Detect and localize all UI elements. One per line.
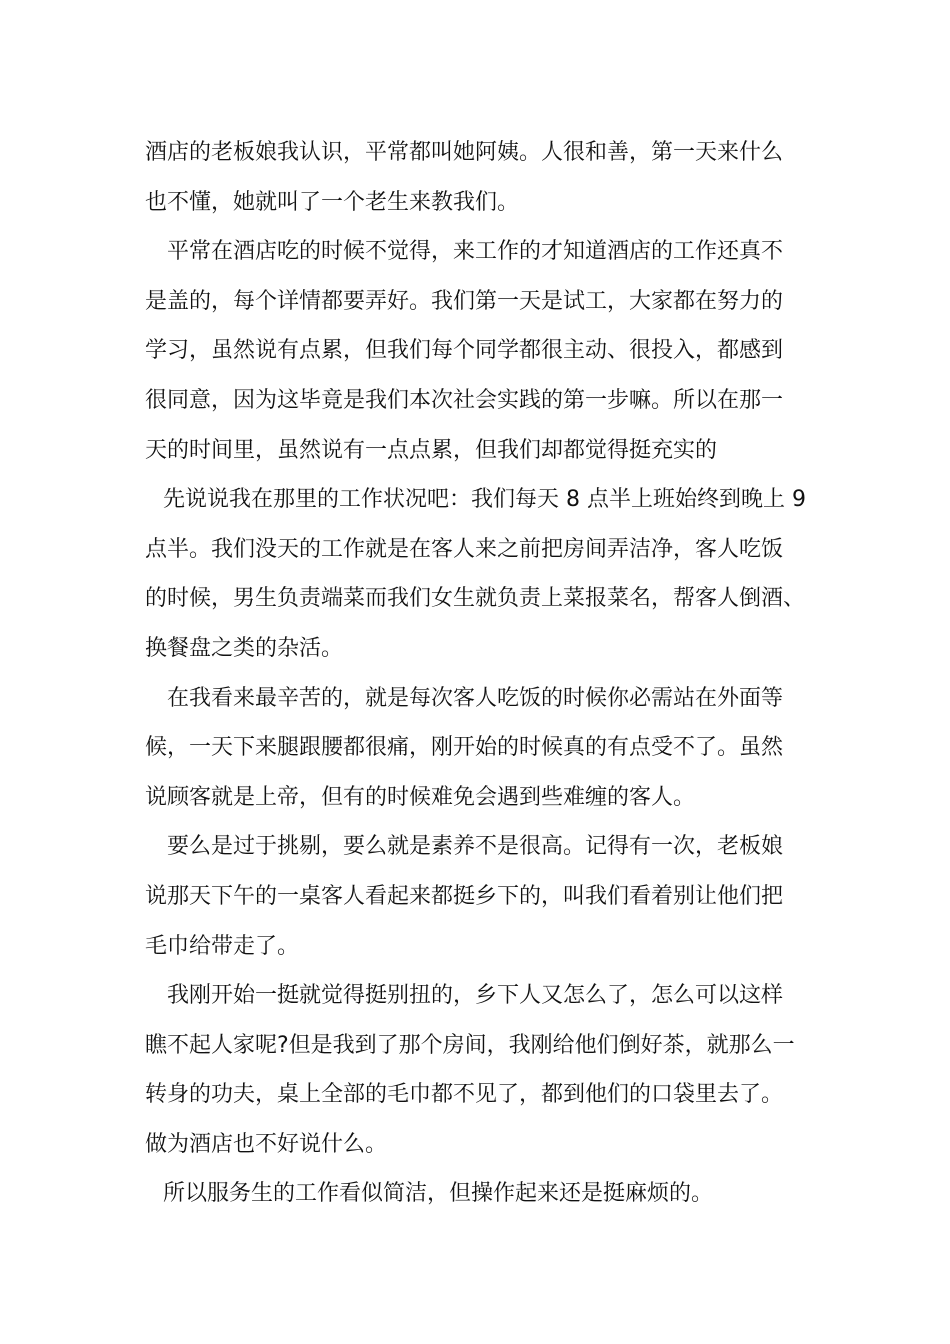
- paragraph-7: [145, 1169, 815, 1219]
- text-line: 瞧不起人家呢?但是我到了那个房间，我刚给他们倒好茶，就那么一: [145, 1032, 795, 1058]
- paragraph-4: [145, 674, 815, 823]
- paragraph-3: [145, 475, 815, 673]
- text-line: 所以服务生的工作看似简洁，但操作起来还是挺麻烦的。: [163, 1181, 714, 1207]
- text-line: 说顾客就是上帝，但有的时候难免会遇到些难缠的客人。: [145, 784, 696, 810]
- text-line: 说那天下午的一桌客人看起来都挺乡下的，叫我们看着别让他们把: [145, 883, 784, 909]
- paragraph-6: [145, 971, 815, 1169]
- document-body: [145, 128, 815, 1219]
- text-line: 也不懂，她就叫了一个老生来教我们。: [145, 189, 520, 215]
- paragraph-1: [145, 128, 815, 227]
- paragraph-2: [145, 227, 815, 475]
- text-line: 是盖的，每个详情都要弄好。我们第一天是试工，大家都在努力的: [145, 288, 784, 314]
- text-line: 候，一天下来腿跟腰都很痛，刚开始的时候真的有点受不了。虽然: [145, 735, 784, 761]
- text-line: 转身的功夫，桌上全部的毛巾都不见了，都到他们的口袋里去了。: [145, 1082, 784, 1108]
- text-line: 先说说我在那里的工作状况吧：我们每天 8 点半上班始终到晚上 9: [163, 487, 806, 513]
- text-line: 天的时间里，虽然说有一点点累，但我们却都觉得挺充实的: [145, 437, 718, 463]
- text-line: 点半。我们没天的工作就是在客人来之前把房间弄洁净，客人吃饭: [145, 536, 784, 562]
- paragraph-5: [145, 822, 815, 971]
- text-line: 换餐盘之类的杂活。: [145, 635, 344, 661]
- text-line: 很同意，因为这毕竟是我们本次社会实践的第一步嘛。所以在那一: [145, 387, 784, 413]
- text-line: 平常在酒店吃的时候不觉得，来工作的才知道酒店的工作还真不: [167, 239, 784, 265]
- text-line: 毛巾给带走了。: [145, 933, 300, 959]
- text-line: 做为酒店也不好说什么。: [145, 1131, 388, 1157]
- text-line: 在我看来最辛苦的，就是每次客人吃饭的时候你必需站在外面等: [167, 685, 784, 711]
- text-line: 要么是过于挑剔，要么就是素养不是很高。记得有一次，老板娘: [167, 834, 784, 860]
- text-line: 我刚开始一挺就觉得挺别扭的，乡下人又怎么了，怎么可以这样: [167, 983, 784, 1009]
- text-line: 酒店的老板娘我认识，平常都叫她阿姨。人很和善，第一天来什么: [145, 140, 784, 165]
- text-line: 的时候，男生负责端菜而我们女生就负责上菜报菜名，帮客人倒酒、: [145, 586, 806, 612]
- text-line: 学习，虽然说有点累，但我们每个同学都很主动、很投入，都感到: [145, 338, 784, 364]
